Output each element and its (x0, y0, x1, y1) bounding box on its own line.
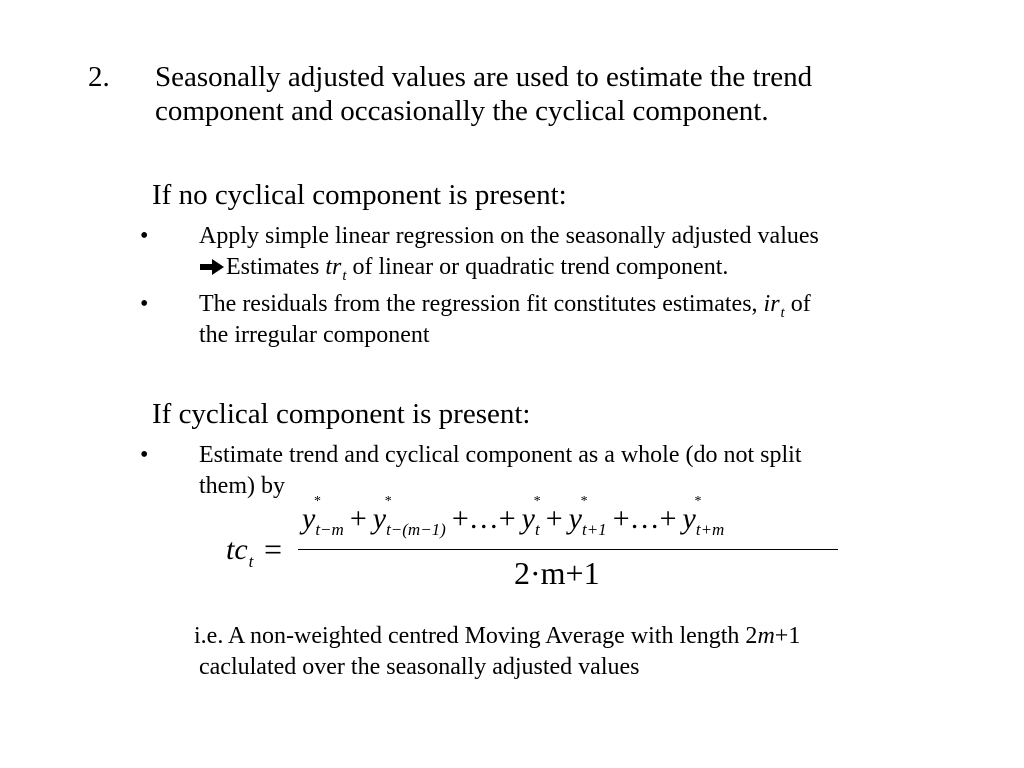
cyclical-bullet-line2: them) by (199, 473, 285, 499)
formula-denominator: 2·m+1 (514, 555, 600, 591)
note-text: i.e. A non-weighted centred Moving Average with length 2 (194, 623, 758, 649)
formula-lhs (226, 533, 254, 571)
note-plus-one: +1 (774, 623, 801, 649)
term-var: y (372, 502, 387, 535)
numerator-term (302, 494, 344, 539)
term-var: y (682, 502, 696, 535)
irregular-variable: ir (763, 291, 780, 317)
heading-no-cyclical: If no cyclical component is present: (152, 179, 567, 211)
bullet: • (140, 223, 149, 249)
term-sub: t+1 (581, 520, 607, 539)
bullet1-trend-text: of linear or quadratic trend component. (346, 254, 729, 280)
note-var: m (757, 623, 775, 649)
plus-operator: + (545, 502, 563, 535)
term-var: y (568, 502, 582, 535)
irregular-variable-subscript: t (780, 305, 785, 321)
term-sub: t (535, 520, 540, 539)
list-number: 2. (88, 61, 110, 93)
bullet1-line1: Apply simple linear regression on the seasonally adjusted values (199, 223, 819, 249)
term-star: * (580, 494, 588, 509)
item2-line1: Seasonally adjusted values are used to estimate the trend (155, 61, 813, 93)
ellipsis-operator: +…+ (451, 502, 516, 535)
cyclical-bullet-line1: Estimate trend and cyclical component as a whole (do not split (199, 442, 802, 468)
term-star: * (384, 494, 392, 509)
term-star: * (533, 494, 541, 509)
term-sub: t+m (695, 520, 725, 539)
term-star: * (694, 494, 702, 509)
numerator-term (372, 494, 446, 539)
item2-line2: component and occasionally the cyclical component. (155, 95, 769, 127)
term-var: y (302, 502, 316, 535)
trend-variable-subscript: t (342, 268, 347, 284)
bullet2-line2: the irregular component (199, 322, 430, 348)
term-sub: t−m (315, 520, 344, 539)
formula-equals: = (264, 531, 283, 567)
note-line2: caclulated over the seasonally adjusted values (199, 654, 640, 680)
bullet: • (140, 291, 149, 317)
heading-cyclical: If cyclical component is present: (152, 398, 531, 430)
fraction-bar (298, 549, 838, 550)
bullet2-of-text: of (784, 291, 811, 317)
bullet2-text: The residuals from the regression fit constitutes estimates, (199, 291, 764, 317)
term-sub: t−(m−1) (386, 520, 446, 539)
trend-variable: tr (325, 254, 342, 280)
bullet1-estimates-text: Estimates (226, 254, 326, 280)
plus-operator: + (349, 502, 367, 535)
note-line1 (194, 621, 800, 652)
numerator-term (682, 494, 725, 539)
formula-lhs-var: tc (226, 533, 248, 566)
formula-numerator (302, 494, 725, 539)
bullet2-line1 (199, 289, 811, 323)
bullet1-line2 (199, 252, 728, 286)
moving-average-formula (224, 494, 854, 600)
term-star: * (314, 494, 321, 509)
right-arrow-icon (199, 258, 225, 276)
bullet: • (140, 442, 149, 468)
ellipsis-operator: +…+ (612, 502, 677, 535)
formula-lhs-sub: t (248, 552, 254, 571)
numerator-term (521, 494, 541, 539)
numerator-term (568, 494, 607, 539)
term-var: y (521, 502, 535, 535)
